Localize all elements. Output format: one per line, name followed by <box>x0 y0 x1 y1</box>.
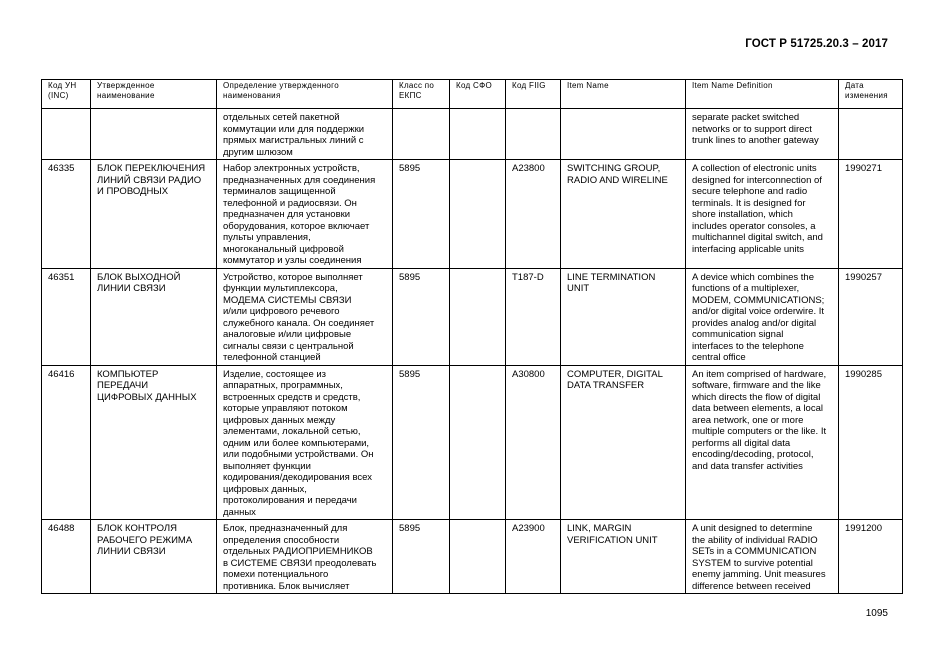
cell-item-definition-line: provides analog and/or digital <box>692 317 817 329</box>
cell-item-definition <box>686 268 839 365</box>
cell-definition-line: отдельных сетей пакетной <box>223 112 340 123</box>
cell-definition-line: МОДЕМА СИСТЕМЫ СВЯЗИ <box>223 294 352 306</box>
cell-definition-line: коммутатор и узлы соединения <box>223 255 362 266</box>
cell-class <box>393 109 450 160</box>
cell-inc <box>42 109 91 160</box>
cell-item-definition-line: MODEM, COMMUNICATIONS; <box>692 294 825 306</box>
cell-definition-line: помехи потенциального <box>223 569 329 580</box>
cell-approved-name-line: РАБОЧЕГО РЕЖИМА <box>97 534 193 546</box>
cell-date: 1990285 <box>839 365 903 520</box>
cell-definition-line: цифровых данных, <box>223 483 307 495</box>
cell-item-name-line: SWITCHING GROUP, <box>567 163 661 174</box>
cell-item-definition <box>686 160 839 269</box>
cell-definition <box>217 520 393 594</box>
cell-item-definition-line: enemy jamming. Unit measures <box>692 569 826 580</box>
cell-definition <box>217 365 393 520</box>
cell-sfo <box>450 365 506 520</box>
table-row <box>42 268 903 365</box>
cell-date: 1990271 <box>839 160 903 269</box>
cell-fiig: A23800 <box>506 160 561 269</box>
cell-inc-line: 46335 <box>48 163 75 174</box>
cell-item-definition-line: and data transfer activities <box>692 460 803 472</box>
cell-definition-line: выполняет функции <box>223 460 311 472</box>
cell-date <box>839 109 903 160</box>
table-row <box>42 520 903 594</box>
cell-item-definition-line: trunk lines to another gateway <box>692 135 819 146</box>
cell-item-definition-line: networks or to support direct <box>692 123 812 135</box>
cell-item-definition-line: encoding/decoding, protocol, <box>692 449 814 460</box>
cell-item-definition-line: which directs the flow of digital <box>692 391 821 403</box>
cell-definition-line: данных <box>223 506 256 518</box>
cell-sfo <box>450 109 506 160</box>
cell-item-name-line: COMPUTER, DIGITAL <box>567 368 663 380</box>
table-row <box>42 365 903 520</box>
cell-item-definition-line: functions of a multiplexer, <box>692 283 800 294</box>
cell-definition-line: в СИСТЕМЕ СВЯЗИ преодолевать <box>223 557 377 569</box>
cell-item-definition-line: communication signal <box>692 329 784 340</box>
cell-item-definition-line: A collection of electronic units <box>692 163 817 174</box>
cell-inc-line: 46488 <box>48 523 75 534</box>
cell-definition-line: сигналы связи с центральной <box>223 340 354 352</box>
cell-approved-name-line: БЛОК ВЫХОДНОЙ <box>97 271 181 283</box>
cell-item-definition-line: interfaces to the telephone <box>692 340 804 352</box>
col-definition: Определение утвержденного наименования <box>217 80 393 109</box>
cell-definition-line: или подобными устройствами. Он <box>223 449 374 460</box>
cell-approved-name <box>91 109 217 160</box>
cell-item-definition-line: data between elements, a local <box>692 403 823 414</box>
cell-item-definition-line: software, firmware and the like <box>692 380 821 391</box>
cell-approved-name-line: ПЕРЕДАЧИ <box>97 380 149 391</box>
cell-class: 5895 <box>393 520 450 594</box>
cell-definition <box>217 109 393 160</box>
cell-class: 5895 <box>393 160 450 269</box>
cell-item-definition-line: performs all digital data <box>692 437 791 449</box>
col-fiig: Код FIIG <box>506 80 561 109</box>
cell-item-name <box>561 109 686 160</box>
col-approved-name: Утвержденное наименование <box>91 80 217 109</box>
col-item-name-definition: Item Name Definition <box>686 80 839 109</box>
cell-inc-line: 46351 <box>48 271 75 283</box>
cell-approved-name-line: ЦИФРОВЫХ ДАННЫХ <box>97 391 197 403</box>
cell-approved-name <box>91 268 217 365</box>
col-sfo: Код СФО <box>450 80 506 109</box>
cell-item-name-line: UNIT <box>567 283 590 294</box>
cell-item-definition-line: multichannel digital switch, and <box>692 232 823 243</box>
cell-definition-line: служебного канала. Он соединяет <box>223 317 375 329</box>
cell-item-name <box>561 160 686 269</box>
cell-definition-line: Устройство, которое выполняет <box>223 271 363 283</box>
cell-definition-line: которые управляют потоком <box>223 403 348 414</box>
cell-definition-line: терминалов защищенной <box>223 186 336 197</box>
page-number: 1095 <box>865 608 888 619</box>
cell-item-definition-line: A unit designed to determine <box>692 523 813 534</box>
cell-definition-line: телефонной и радиосвязи. Он <box>223 197 357 209</box>
cell-item-definition-line: SETs in a COMMUNICATION <box>692 546 817 557</box>
cell-approved-name-line: ЛИНИИ СВЯЗИ <box>97 546 166 557</box>
cell-definition-line: оборудования, которое включает <box>223 220 370 232</box>
cell-inc <box>42 365 91 520</box>
header-row <box>42 80 903 109</box>
cell-item-definition-line: SYSTEM to survive potential <box>692 557 813 569</box>
cell-item-definition <box>686 520 839 594</box>
cell-approved-name-line: ЛИНИЙ СВЯЗИ РАДИО <box>97 174 202 186</box>
cell-item-definition-line: designed for interconnection of <box>692 174 822 186</box>
table-row <box>42 160 903 269</box>
cell-fiig: T187-D <box>506 268 561 365</box>
cell-item-name <box>561 268 686 365</box>
col-inc: Код УН (INC) <box>42 80 91 109</box>
cell-item-name-line: DATA TRANSFER <box>567 380 645 391</box>
cell-class: 5895 <box>393 365 450 520</box>
cell-item-definition-line: central office <box>692 352 746 363</box>
cell-definition-line: отдельных РАДИОПРИЕМНИКОВ <box>223 546 373 557</box>
table-row <box>42 109 903 160</box>
cell-approved-name <box>91 520 217 594</box>
cell-item-definition-line: separate packet switched <box>692 112 800 123</box>
cell-item-definition-line: the ability of individual RADIO <box>692 534 818 546</box>
cell-item-definition-line: area network, one or more <box>692 414 804 426</box>
table-body <box>42 109 903 594</box>
cell-item-name-line: RADIO AND WIRELINE <box>567 174 668 186</box>
cell-definition-line: аналоговые и/или цифровые <box>223 329 352 340</box>
cell-fiig: A23900 <box>506 520 561 594</box>
document-header: ГОСТ Р 51725.20.3 – 2017 <box>745 38 888 50</box>
cell-item-definition-line: shore installation, which <box>692 209 793 220</box>
cell-inc <box>42 160 91 269</box>
cell-date: 1990257 <box>839 268 903 365</box>
cell-item-name-line: LINK, MARGIN <box>567 523 632 534</box>
cell-definition-line: пульты управления, <box>223 232 311 243</box>
cell-item-definition <box>686 109 839 160</box>
cell-definition-line: функции мультиплексора, <box>223 283 338 294</box>
cell-approved-name-line: ЛИНИИ СВЯЗИ <box>97 283 166 294</box>
classification-table <box>41 79 903 594</box>
cell-definition-line: Изделие, состоящее из <box>223 368 327 380</box>
cell-item-name-line: LINE TERMINATION <box>567 271 656 283</box>
cell-item-definition-line: secure telephone and radio <box>692 186 808 197</box>
cell-definition-line: встроенных средств и средств, <box>223 391 361 403</box>
cell-definition-line: и/или цифрового речевого <box>223 306 340 317</box>
cell-inc <box>42 268 91 365</box>
cell-definition-line: прямых магистральных линий с <box>223 135 364 146</box>
cell-date: 1991200 <box>839 520 903 594</box>
cell-sfo <box>450 268 506 365</box>
cell-item-name <box>561 520 686 594</box>
cell-definition-line: коммутации или для поддержки <box>223 123 365 135</box>
cell-definition-line: Блок, предназначенный для <box>223 523 348 534</box>
cell-item-definition-line: terminals. It is designed for <box>692 197 806 209</box>
cell-approved-name-line: БЛОК КОНТРОЛЯ <box>97 523 178 534</box>
cell-definition-line: многоканальный цифровой <box>223 243 344 255</box>
cell-definition-line: определения способности <box>223 534 340 546</box>
cell-sfo <box>450 520 506 594</box>
cell-item-definition-line: interfacing applicable units <box>692 243 804 255</box>
cell-definition <box>217 268 393 365</box>
cell-class: 5895 <box>393 268 450 365</box>
cell-definition-line: противника. Блок вычисляет <box>223 580 350 592</box>
cell-fiig: A30800 <box>506 365 561 520</box>
col-date: Дата изменения <box>839 80 903 109</box>
cell-fiig <box>506 109 561 160</box>
cell-item-definition-line: and/or digital voice orderwire. It <box>692 306 825 317</box>
cell-item-definition-line: A device which combines the <box>692 271 814 283</box>
table-header <box>42 80 903 109</box>
cell-approved-name-line: И ПРОВОДНЫХ <box>97 186 169 197</box>
cell-approved-name-line: БЛОК ПЕРЕКЛЮЧЕНИЯ <box>97 163 206 174</box>
cell-item-definition <box>686 365 839 520</box>
cell-definition-line: предназначен для установки <box>223 209 351 220</box>
cell-definition-line: телефонной станцией <box>223 352 321 363</box>
cell-definition-line: Набор электронных устройств, <box>223 163 360 174</box>
cell-item-name-line: VERIFICATION UNIT <box>567 534 658 546</box>
cell-item-definition-line: multiple computers or the like. It <box>692 426 827 437</box>
cell-definition <box>217 160 393 269</box>
cell-inc <box>42 520 91 594</box>
cell-definition-line: одним или более компьютерами, <box>223 437 370 449</box>
cell-definition-line: протоколирования и передачи <box>223 495 357 506</box>
cell-approved-name <box>91 160 217 269</box>
cell-inc-line: 46416 <box>48 368 75 380</box>
cell-sfo <box>450 160 506 269</box>
col-item-name: Item Name <box>561 80 686 109</box>
cell-definition-line: цифровых данных между <box>223 414 336 426</box>
cell-definition-line: элементами, локальной сетью, <box>223 426 361 437</box>
col-class: Класс по ЕКПС <box>393 80 450 109</box>
cell-item-definition-line: difference between received <box>692 580 811 592</box>
cell-item-name <box>561 365 686 520</box>
cell-approved-name-line: КОМПЬЮТЕР <box>97 368 159 380</box>
cell-definition-line: предназначенных для соединения <box>223 174 376 186</box>
cell-definition-line: другим шлюзом <box>223 146 293 158</box>
cell-definition-line: кодирования/декодирования всех <box>223 472 372 483</box>
cell-definition-line: аппаратных, программных, <box>223 380 343 391</box>
cell-item-definition-line: An item comprised of hardware, <box>692 368 827 380</box>
cell-item-definition-line: includes operator consoles, a <box>692 220 816 232</box>
cell-approved-name <box>91 365 217 520</box>
